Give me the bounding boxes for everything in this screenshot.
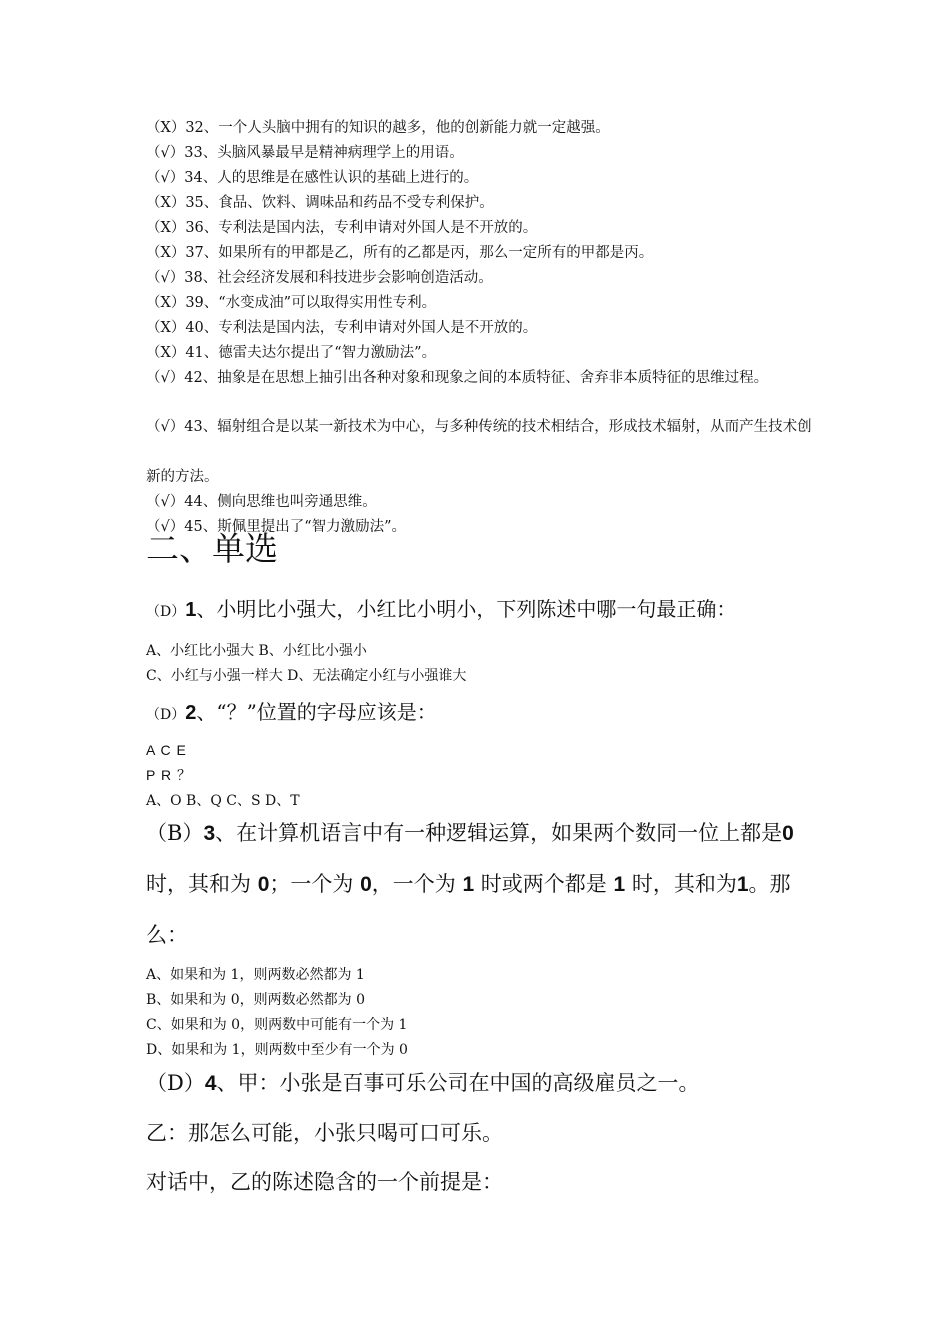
question-1-text: 、小明比小强大，小红比小明小，下列陈述中哪一句最正确： [196, 597, 737, 621]
question-4-line-2: 乙：那怎么可能，小张只喝可口可乐。 [146, 1121, 503, 1145]
question-1-answer: （D） [146, 604, 186, 620]
tf-item-37: （X）37、如果所有的甲都是乙，所有的乙都是丙，那么一定所有的甲都是丙。 [146, 245, 654, 261]
question-2 [146, 697, 437, 730]
question-2-row-1: A C E [146, 742, 187, 758]
tf-item-39: （X）39、“水变成油”可以取得实用性专利。 [146, 295, 437, 311]
question-3-option-c: C、如果和为 0，则两数中可能有一个为 1 [146, 1017, 408, 1033]
tf-item-35: （X）35、食品、饮料、调味品和药品不受专利保护。 [146, 195, 494, 211]
tf-item-43: （√）43、辐射组合是以某一新技术为中心，与多种传统的技术相结合，形成技术辐射，从而产生技术创 [146, 419, 812, 435]
tf-item-44: （√）44、侧向思维也叫旁通思维。 [146, 494, 377, 510]
section-title: 二、单选 [146, 529, 278, 568]
question-4-answer: （D） [146, 1071, 205, 1095]
tf-item-45: （√）45、斯佩里提出了“智力激励法”。 [146, 519, 407, 535]
tf-item-43-continued: 新的方法。 [146, 469, 219, 485]
tf-item-33: （√）33、头脑风暴最早是精神病理学上的用语。 [146, 145, 464, 161]
question-3-option-a: A、如果和为 1，则两数必然都为 1 [146, 967, 365, 983]
question-2-number: 2 [185, 702, 197, 724]
question-1-options-cd: C、小红与小强一样大 D、无法确定小红与小强谁大 [146, 668, 467, 684]
question-2-options: A、O B、Q C、S D、T [146, 793, 300, 809]
tf-item-42: （√）42、抽象是在思想上抽引出各种对象和现象之间的本质特征、舍弃非本质特征的思维过程。 [146, 370, 769, 386]
tf-item-41: （X）41、德雷夫达尔提出了“智力激励法”。 [146, 345, 437, 361]
question-2-answer: （D） [146, 707, 186, 723]
question-4-number: 4 [204, 1072, 217, 1095]
question-1-options-ab: A、小红比小强大 B、小红比小强小 [146, 643, 367, 659]
tf-item-36: （X）36、专利法是国内法，专利申请对外国人是不开放的。 [146, 220, 538, 236]
question-1-number: 1 [185, 599, 197, 621]
question-2-row-2: P R ？ [146, 767, 192, 783]
tf-item-40: （X）40、专利法是国内法，专利申请对外国人是不开放的。 [146, 320, 538, 336]
question-3-answer: （B） [146, 821, 204, 845]
question-1 [146, 594, 736, 627]
tf-item-34: （√）34、人的思维是在感性认识的基础上进行的。 [146, 170, 479, 186]
question-4-line-3: 对话中，乙的陈述隐含的一个前提是： [146, 1170, 503, 1194]
question-3-option-b: B、如果和为 0，则两数必然都为 0 [146, 992, 366, 1008]
question-4-text: 、甲：小张是百事可乐公司在中国的高级雇员之一。 [216, 1071, 700, 1095]
question-4 [146, 1068, 700, 1099]
question-2-text: 、“？”位置的字母应该是： [196, 700, 437, 724]
question-3: （B）3、在计算机语言中有一种逻辑运算，如果两个数同一位上都是0 时，其和为 0；一个为 0，一个为 1 时或两个都是 1 时，其和为1。那么： [146, 821, 794, 947]
question-3-number: 3 [203, 822, 216, 845]
tf-item-38: （√）38、社会经济发展和科技进步会影响创造活动。 [146, 270, 493, 286]
question-3-option-d: D、如果和为 1，则两数中至少有一个为 0 [146, 1042, 408, 1058]
tf-item-32: （X）32、一个人头脑中拥有的知识的越多，他的创新能力就一定越强。 [146, 120, 610, 136]
